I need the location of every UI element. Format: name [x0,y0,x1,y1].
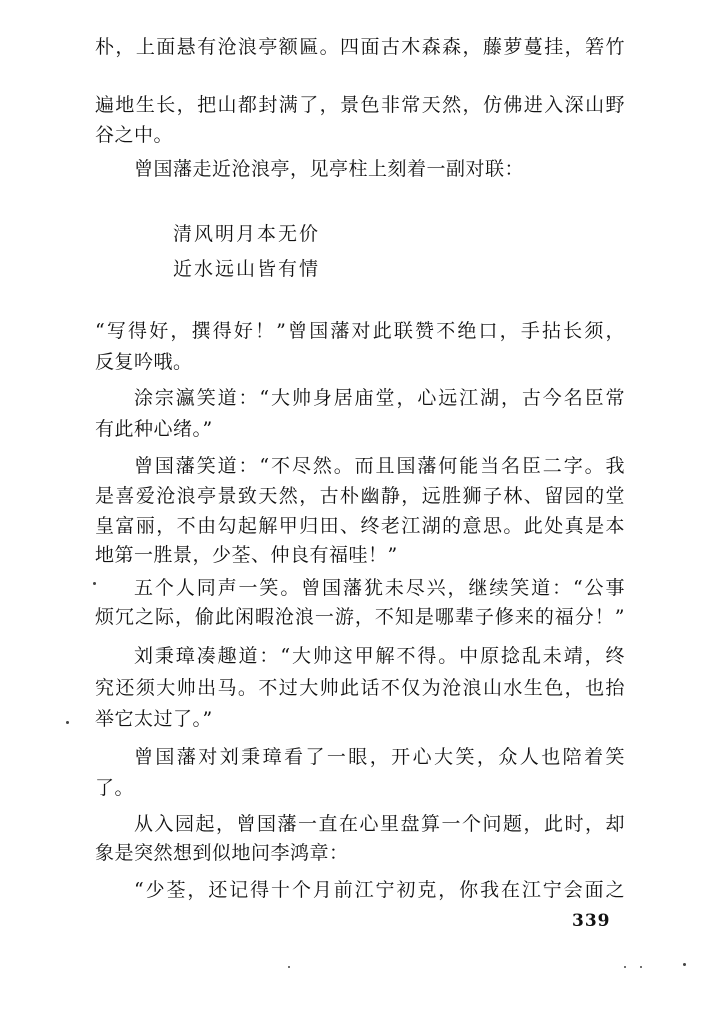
text-line: 遍地生长，把山都封满了，景色非常天然，仿佛进入深山野 [95,94,625,116]
scan-speck [640,966,642,968]
text-line: 涂宗瀛笑道：“大帅身居庙堂，心远江湖，古今名臣常 [134,387,625,409]
text-line: 曾国藩笑道：“不尽然。而且国藩何能当名臣二字。我 [134,455,625,477]
scan-speck [66,721,69,724]
text-line: 反复吟哦。 [95,351,193,373]
page-number: 339 [572,911,611,931]
text-line: 刘秉璋凑趣道：“大帅这甲解不得。中原捻乱未靖，终 [134,645,625,667]
text-line: “写得好，撰得好！”曾国藩对此联赞不绝口，手拈长须， [95,320,625,342]
text-line: 朴，上面悬有沧浪亭额匾。四面古木森森，藤萝蔓挂，箬竹 [95,36,625,58]
scan-speck [93,582,96,585]
couplet-line-2: 近水远山皆有情 [173,258,321,280]
text-line: 是喜爱沧浪亭景致天然，古朴幽静，远胜狮子林、留园的堂 [95,485,625,507]
text-line: 地第一胜景，少荃、仲良有福哇！” [95,544,398,566]
scan-speck [683,963,686,966]
text-line: 象是突然想到似地问李鸿章： [95,842,349,864]
text-line: 曾国藩对刘秉璋看了一眼，开心大笑，众人也陪着笑 [134,746,625,768]
scan-speck [624,966,626,968]
text-line: 举它太过了。” [95,708,213,730]
text-line: 了。 [95,777,135,799]
text-line: 皇富丽，不由勾起解甲归田、终老江湖的意思。此处真是本 [95,515,625,537]
text-line: 从入园起，曾国藩一直在心里盘算一个问题，此时，却 [134,813,625,835]
couplet-line-1: 清风明月本无价 [173,223,321,245]
text-line: 曾国藩走近沧浪亭，见亭柱上刻着一副对联： [134,158,525,180]
text-line: 烦冗之际，偷此闲暇沧浪一游，不知是哪辈子修来的福分！” [95,606,625,628]
scan-speck [288,966,290,968]
text-line: “少荃，还记得十个月前江宁初克，你我在江宁会面之 [134,879,625,901]
text-line: 有此种心绪。” [95,418,213,440]
text-line: 究还须大帅出马。不过大帅此话不仅为沧浪山水生色，也抬 [95,677,625,699]
text-line: 谷之中。 [95,124,174,146]
text-line: 五个人同声一笑。曾国藩犹未尽兴，继续笑道：“公事 [134,577,625,599]
